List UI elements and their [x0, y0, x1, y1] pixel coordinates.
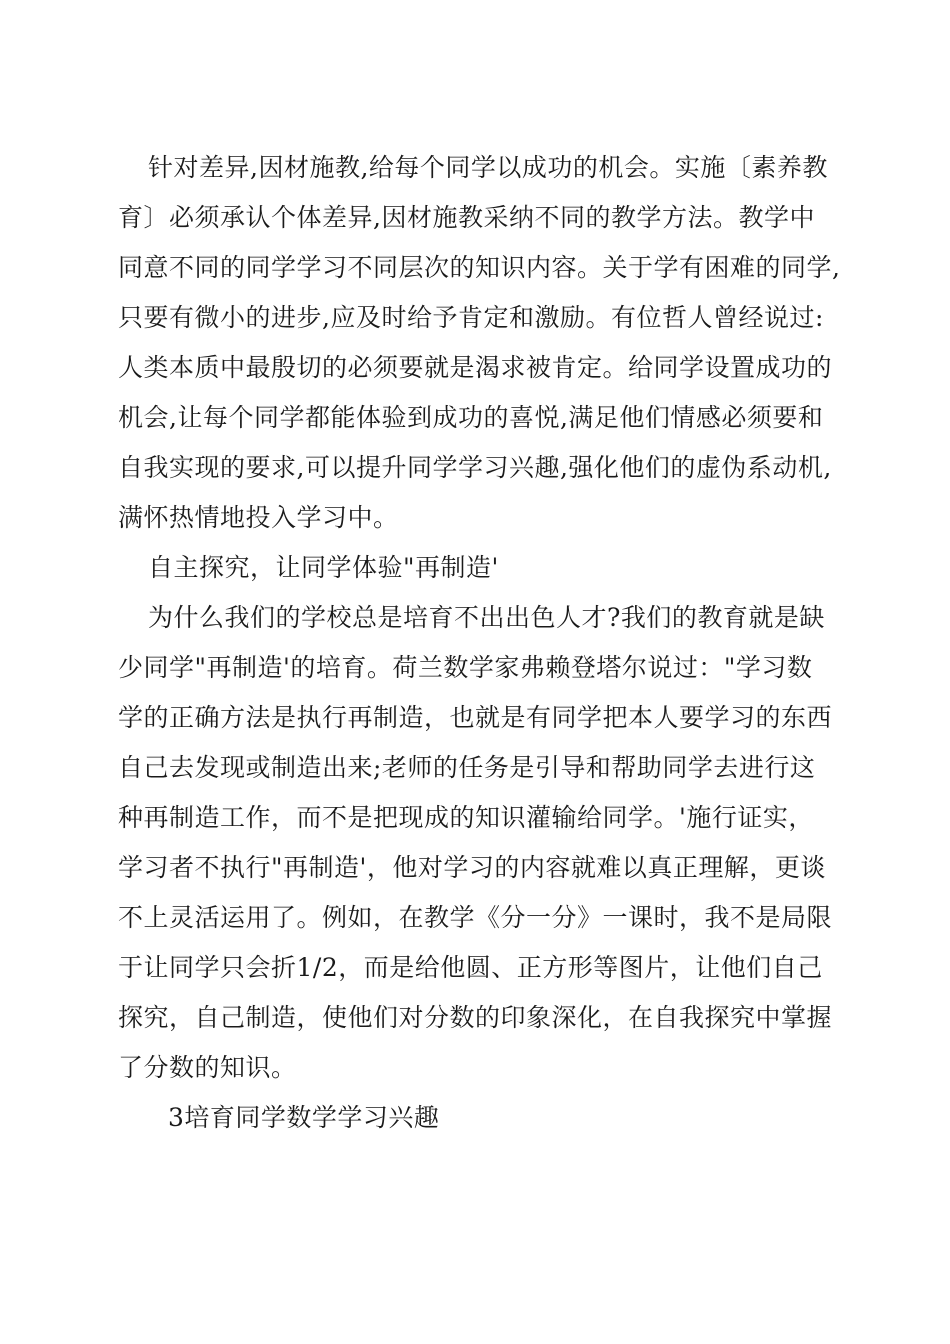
- paragraph-1-line-5: 人类本质中最殷切的必须要就是渴求被肯定。给同学设置成功的: [118, 353, 833, 382]
- section-heading-1: 自主探究，让同学体验"再制造': [148, 553, 499, 582]
- paragraph-2-line-1: 为什么我们的学校总是培育不出出色人才?我们的教育就是缺: [148, 603, 825, 632]
- paragraph-2-line-9: 探究，自己制造，使他们对分数的印象深化，在自我探究中掌握: [118, 1003, 833, 1032]
- paragraph-2-line-3: 学的正确方法是执行再制造，也就是有同学把本人要学习的东西: [118, 703, 833, 732]
- paragraph-2-line-8: 于让同学只会折1/2，而是给他圆、正方形等图片，让他们自己: [118, 953, 823, 982]
- paragraph-2-line-7: 不上灵活运用了。例如，在教学《分一分》一课时，我不是局限: [118, 903, 833, 932]
- paragraph-2-line-10: 了分数的知识。: [118, 1053, 297, 1082]
- paragraph-1-line-3: 同意不同的同学学习不同层次的知识内容。关于学有困难的同学,: [118, 253, 841, 282]
- paragraph-1-line-2: 育〕必须承认个体差异,因材施教采纳不同的教学方法。教学中: [118, 203, 815, 232]
- paragraph-2-line-6: 学习者不执行"再制造'，他对学习的内容就难以真正理解，更谈: [118, 853, 826, 882]
- section-heading-2: 3培育同学数学学习兴趣: [168, 1103, 440, 1132]
- paragraph-1-line-6: 机会,让每个同学都能体验到成功的喜悦,满足他们情感必须要和: [118, 403, 824, 432]
- paragraph-1-line-4: 只要有微小的进步,应及时给予肯定和激励。有位哲人曾经说过:: [118, 303, 824, 332]
- paragraph-1-line-7: 自我实现的要求,可以提升同学学习兴趣,强化他们的虚伪系动机,: [118, 453, 832, 482]
- paragraph-2-line-2: 少同学"再制造'的培育。荷兰数学家弗赖登塔尔说过："学习数: [118, 653, 813, 682]
- paragraph-1-line-8: 满怀热情地投入学习中。: [118, 503, 399, 532]
- paragraph-2-line-5: 种再制造工作，而不是把现成的知识灌输给同学。'施行证实，: [118, 803, 814, 832]
- paragraph-2-line-4: 自己去发现或制造出来;老师的任务是引导和帮助同学去进行这: [118, 753, 816, 782]
- paragraph-1-line-1: 针对差异,因材施教,给每个同学以成功的机会。实施〔素养教: [148, 153, 828, 182]
